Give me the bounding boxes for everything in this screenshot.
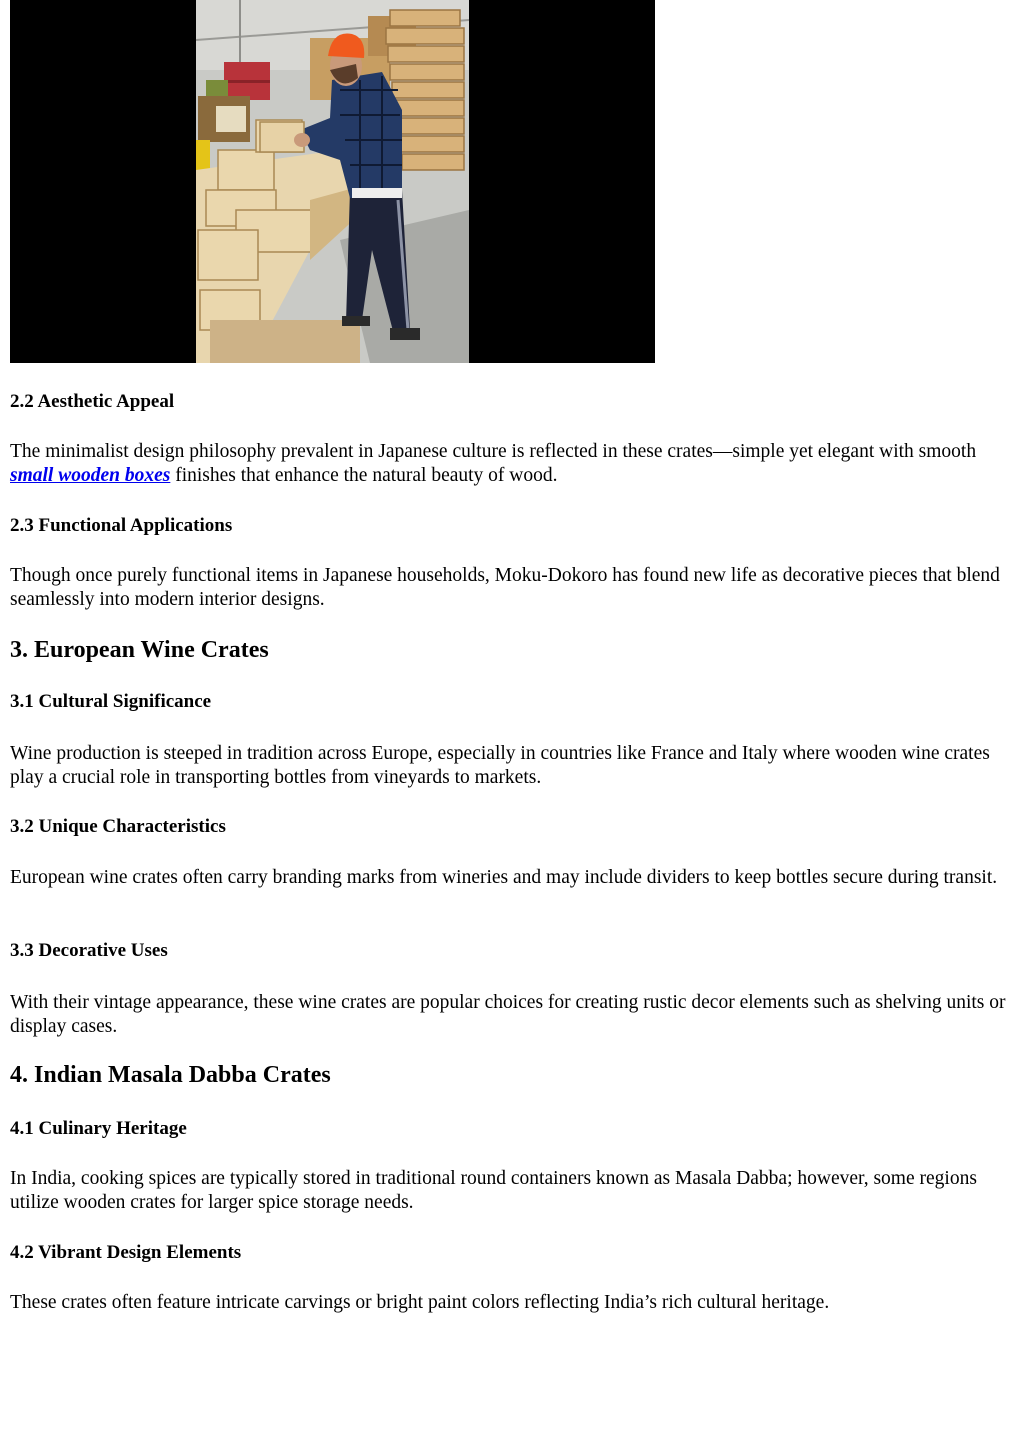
section-heading-3-1: 3.1 Cultural Significance <box>10 691 212 712</box>
section-paragraph-2-3: Though once purely functional items in Japanese households, Moku-Dokoro has found new life as decorative pieces that blend seamlessly into modern interior designs. <box>10 565 1000 610</box>
section-paragraph-3-1: Wine production is steeped in tradition across Europe, especially in countries like France and Italy where wooden wine crates play a crucial role in transporting bottles from vineyards to markets. <box>10 743 990 788</box>
paragraph-text-after-link: finishes that enhance the natural beauty of wood. <box>170 464 558 486</box>
section-heading-4: 4. Indian Masala Dabba Crates <box>10 1062 331 1088</box>
section-paragraph-3-2: European wine crates often carry branding marks from wineries and may include dividers to keep bottles secure during transit. <box>10 867 998 888</box>
section-paragraph-2-2 <box>10 440 1014 487</box>
workshop-video-frame <box>10 0 655 363</box>
section-heading-2-2: 2.2 Aesthetic Appeal <box>10 391 175 412</box>
workshop-scene-image <box>196 0 469 363</box>
small-wooden-boxes-link[interactable]: small wooden boxes <box>10 464 171 486</box>
article-content <box>10 0 1014 1313</box>
paragraph-text-before-link: The minimalist design philosophy prevalent in Japanese culture is reflected in these crates—simple yet elegant with smooth <box>10 441 977 462</box>
video-player[interactable] <box>10 0 655 363</box>
section-paragraph-4-1: In India, cooking spices are typically stored in traditional round containers known as Masala Dabba; however, some regions utilize wooden crates for larger spice storage needs. <box>10 1168 977 1213</box>
section-heading-3: 3. European Wine Crates <box>10 637 269 663</box>
section-heading-3-2: 3.2 Unique Characteristics <box>10 816 226 837</box>
section-heading-4-2: 4.2 Vibrant Design Elements <box>10 1242 242 1263</box>
section-paragraph-4-2: These crates often feature intricate carvings or bright paint colors reflecting India’s rich cultural heritage. <box>10 1292 830 1313</box>
section-paragraph-3-3: With their vintage appearance, these wine crates are popular choices for creating rustic decor elements such as shelving units or display cases. <box>10 992 1006 1037</box>
section-heading-2-3: 2.3 Functional Applications <box>10 515 233 536</box>
section-heading-3-3: 3.3 Decorative Uses <box>10 940 168 961</box>
section-heading-4-1: 4.1 Culinary Heritage <box>10 1118 187 1139</box>
